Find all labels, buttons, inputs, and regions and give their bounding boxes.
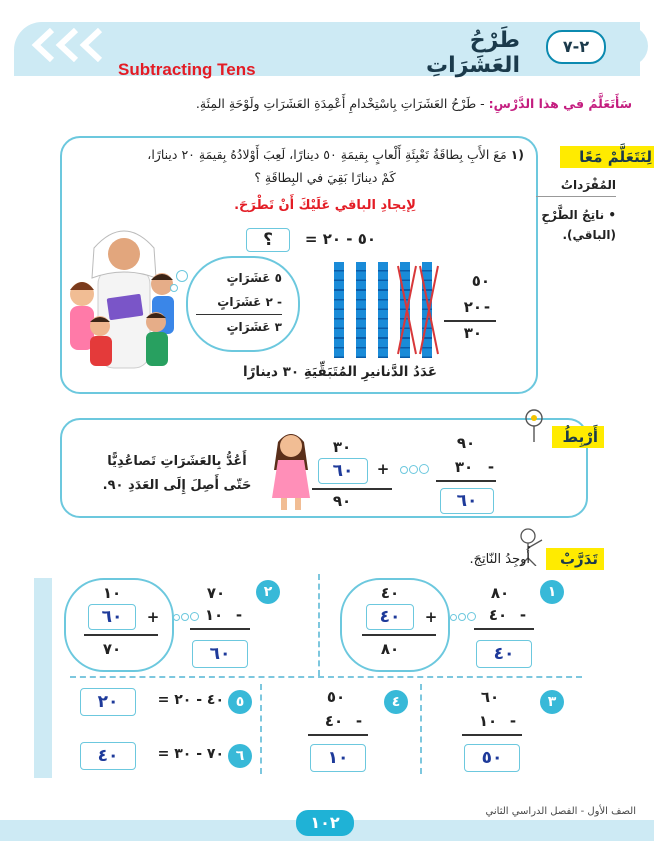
p2-check-answer[interactable]: ٦٠: [88, 604, 136, 630]
add-plus: +: [376, 460, 390, 478]
p1-top: ٨٠: [490, 584, 510, 602]
add-result: ٩٠: [332, 492, 352, 510]
objective-text: - طَرْحُ العَشَرَاتِ بِاسْتِخْدامِ أَعْمِدَةِ العَشَرَاتِ ولَوْحَةِ المِئَةِ.: [195, 96, 485, 111]
practice-side-band: [34, 578, 52, 778]
vert-top: ٥٠: [471, 272, 490, 290]
p2-answer-box[interactable]: ٦٠: [192, 640, 248, 668]
english-title: Subtracting Tens: [118, 60, 256, 79]
conclusion-text: عَدَدُ الدَّنانيرِ المُتَبَقِّيَةِ ٣٠ دينارًا: [242, 364, 437, 380]
practice-tag: تَدَرَّبْ: [546, 548, 604, 570]
page-number: ١٠٢: [296, 810, 354, 836]
problem1-number: ١: [540, 580, 564, 604]
chevron-icon: [78, 28, 102, 62]
bubble-dot: [458, 613, 466, 621]
bubble-dot: [419, 464, 429, 474]
problem-number: (١: [510, 147, 524, 162]
flower-icon: [514, 404, 554, 444]
bubble-dot: [170, 284, 178, 292]
p1-check-answer[interactable]: ٤٠: [366, 604, 414, 630]
problem2-number: ٢: [256, 580, 280, 604]
p3-minus: -: [509, 712, 517, 730]
equation-answer-box[interactable]: ؟: [246, 228, 290, 252]
problem-line2: كَمْ دينارًا بَقِيَ في البِطاقَةِ ؟: [254, 170, 396, 185]
vocab-title: المُفْرَداتُ: [536, 178, 616, 197]
p2-line: [190, 628, 250, 630]
vert-sub: ٢٠: [463, 298, 482, 316]
problem3-number: ٣: [540, 690, 564, 714]
p4-sub: ٤٠: [324, 712, 344, 730]
problem5-number: ٥: [228, 690, 252, 714]
lesson-title: طَرْحُ العَشَرَاتِ: [426, 28, 520, 78]
add-top: ٣٠: [332, 438, 352, 456]
vocab-sidebar: [536, 178, 616, 245]
cloud-content: [196, 266, 282, 339]
bubble-dot: [400, 466, 408, 474]
p5-answer-box[interactable]: ٢٠: [80, 688, 136, 716]
p2-minus: -: [235, 606, 243, 624]
vocab-item: • ناتِجُ الطَّرْحِ (الباقي).: [541, 208, 616, 242]
bubble-dot: [450, 614, 457, 621]
p3-top: ٦٠: [480, 688, 500, 706]
family-illustration: [64, 218, 184, 378]
p6-answer-box[interactable]: ٤٠: [80, 742, 136, 770]
divider-vertical: [260, 684, 262, 774]
p4-top: ٥٠: [326, 688, 346, 706]
cloud-line1: ٥ عَشَرَاتٍ: [226, 271, 282, 285]
sub-line: [436, 480, 496, 482]
girl-illustration: [268, 430, 314, 514]
sub-answer-box[interactable]: ٦٠: [440, 488, 494, 514]
p1-plus: +: [424, 608, 438, 626]
problem6-number: ٦: [228, 744, 252, 768]
p1-sub: ٤٠: [488, 606, 508, 624]
p4-line: [308, 734, 368, 736]
chevron-icon: [30, 28, 54, 62]
divider-vertical: [318, 574, 320, 676]
practice-instruction: أُوجِدُ النّاتِجَ.: [469, 552, 530, 567]
connect-line1: أَعُدُّ بِالعَشَرَاتِ تَصاعُدِيًّا: [107, 454, 247, 469]
p3-sub: ١٠: [478, 712, 498, 730]
divider-horizontal: [70, 676, 582, 678]
bubble-dot: [190, 612, 199, 621]
p2-check-result: ٧٠: [102, 640, 122, 658]
problem-text: [70, 144, 524, 166]
add-answer-box[interactable]: ٦٠: [318, 458, 368, 484]
bubble-dot: [181, 613, 189, 621]
p1-answer-box[interactable]: ٤٠: [476, 640, 532, 668]
sub-minus: -: [487, 458, 495, 476]
bubble-dot: [173, 614, 180, 621]
p3-answer-box[interactable]: ٥٠: [464, 744, 520, 772]
p1-line: [474, 628, 534, 630]
bubble-dot: [467, 612, 476, 621]
connect-line2: حَتّى أَصِلَ إِلَى العَدَدِ ٩٠.: [102, 478, 252, 493]
lesson-number: ٢-٧: [546, 30, 606, 64]
problem4-number: ٤: [384, 690, 408, 714]
p2-check-top: ١٠: [102, 584, 122, 602]
p2-check-line: [84, 634, 158, 636]
grade-text: الصف الأول - الفصل الدراسي الثاني: [485, 806, 636, 817]
tens-rods: [334, 262, 444, 362]
divider-vertical: [420, 684, 422, 774]
sub-top: ٩٠: [456, 434, 476, 452]
add-line: [312, 488, 392, 490]
problem-line1: مَعَ الأَبِ بِطاقَةُ تَعْبِئَةِ أَلْعابٍ بِقيمَةِ ٥٠ دينارًا، لَعِبَ أَوْلادُهُ بِقيمَةِ ٢٠ دينارًا،: [147, 147, 507, 162]
p5-expression: ٤٠ - ٢٠ =: [157, 692, 224, 708]
vert-result: ٣٠: [463, 324, 482, 342]
chevron-icon: [54, 28, 78, 62]
p2-sub: ١٠: [204, 606, 224, 624]
p1-check-result: ٨٠: [380, 640, 400, 658]
p6-expression: ٧٠ - ٣٠ =: [157, 746, 224, 762]
p2-plus: +: [146, 608, 160, 626]
p4-answer-box[interactable]: ١٠: [310, 744, 366, 772]
objective-label: سَأَتَعَلَّمُ في هذا الدَّرْسِ:: [488, 96, 632, 111]
tens-rod: [378, 262, 388, 358]
tens-rod: [334, 262, 344, 358]
bubble-dot: [409, 465, 418, 474]
p1-check-top: ٤٠: [380, 584, 400, 602]
bubble-dot: [176, 270, 188, 282]
lesson-objective: [110, 96, 632, 111]
cross-out-icon: [394, 262, 444, 358]
cloud-line3: ٣ عَشَرَاتٍ: [196, 314, 282, 339]
sub-bottom: ٣٠: [454, 458, 474, 476]
equation-text: ٥٠ - ٢٠ =: [304, 230, 376, 248]
connect-tag: أَرْبِطُ: [552, 426, 604, 448]
cloud-line2: - ٢ عَشَرَاتٍ: [217, 295, 282, 309]
p1-minus: -: [519, 606, 527, 624]
p2-top: ٧٠: [206, 584, 226, 602]
p3-line: [462, 734, 522, 736]
connect-text: [82, 450, 272, 498]
vert-line: [444, 320, 496, 322]
p4-minus: -: [355, 712, 363, 730]
tens-rod: [356, 262, 366, 358]
hint-text: لِإيجادِ الباقي عَلَيْكَ أَنْ تَطْرَحَ.: [234, 198, 416, 213]
vert-minus: -: [483, 298, 491, 316]
p1-check-line: [362, 634, 436, 636]
learn-tag: لِنَتَعَلَّمْ مَعًا: [560, 146, 654, 168]
